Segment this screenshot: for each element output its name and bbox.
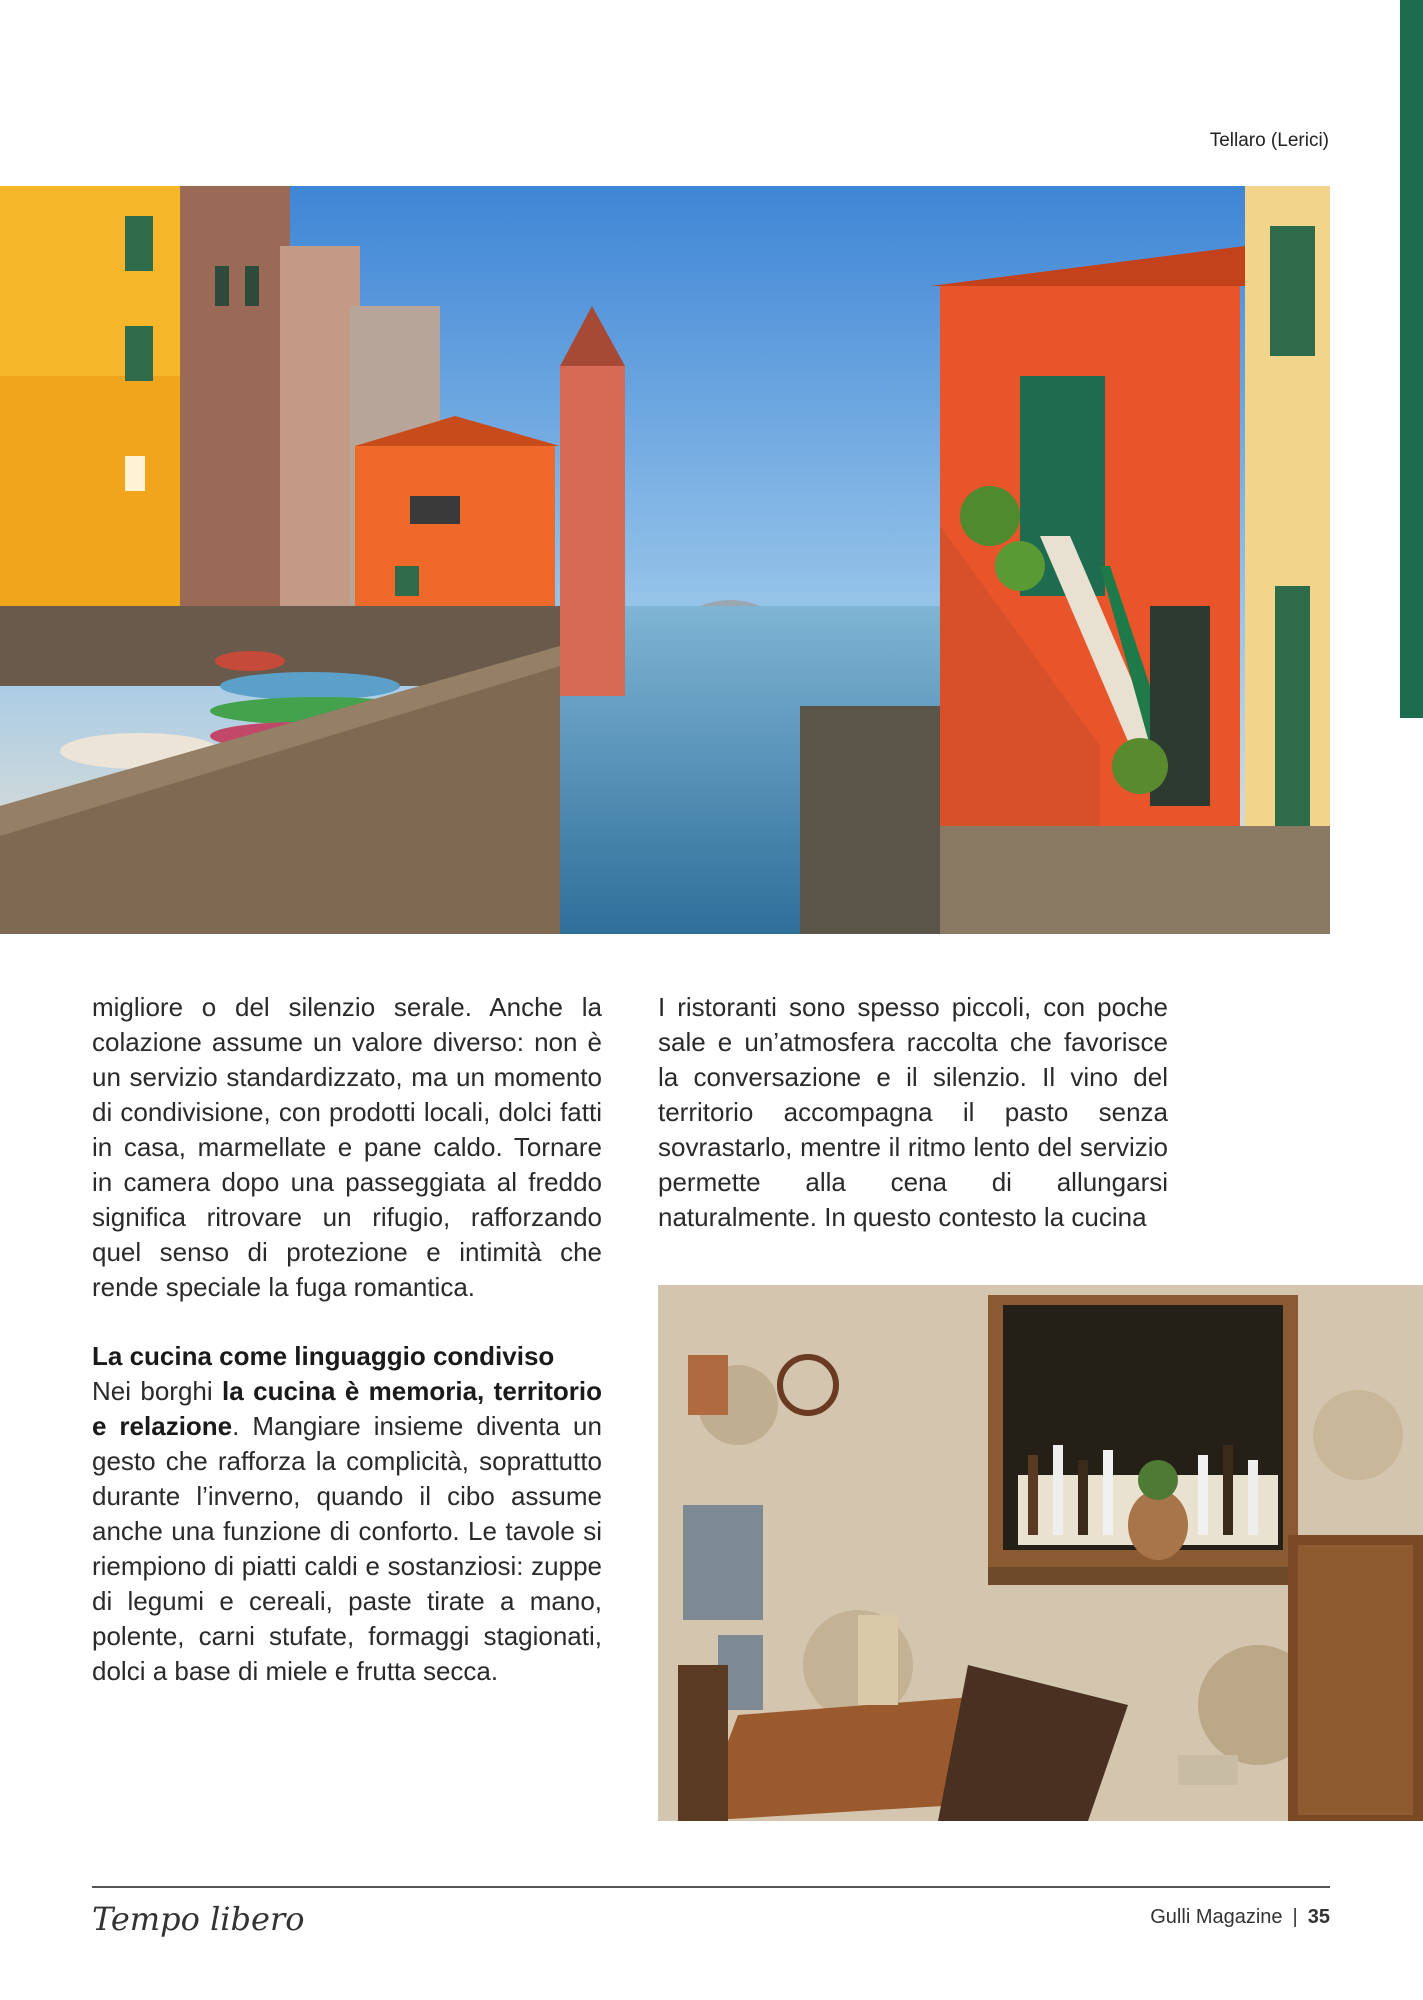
magazine-name: Gulli Magazine: [1150, 1906, 1283, 1928]
text-column-left: [92, 990, 602, 1689]
hero-photo-tellaro: [0, 186, 1330, 934]
footer-page-info: [1150, 1906, 1330, 1929]
text-run: Nei borghi: [92, 1376, 223, 1406]
section-title-tempo-libero: Tempo libero: [92, 1900, 305, 1938]
paragraph-borghi: [92, 1374, 602, 1689]
text-run: . Mangiare insieme diventa un gesto che rafforza la complicità, soprattutto durante l’inverno, quando il cibo assume anche una funzione di conforto. Le tavole si riempiono di piatti caldi e sostanziosi: zuppe di legumi e cereali, paste tirate a mano, polente, carni stufate, formaggi stagionati, dolci a base di miele e frutta secca.: [92, 1411, 602, 1686]
photo-caption: Tellaro (Lerici): [1209, 130, 1329, 151]
footer-rule: [92, 1886, 1330, 1888]
footer-separator: |: [1292, 1906, 1298, 1928]
restaurant-photo: [658, 1285, 1423, 1821]
section-color-tab: [1400, 0, 1423, 718]
paragraph-colazione: migliore o del silenzio serale. Anche la colazione assume un valore diverso: non è un servizio standardizzato, ma un momento di condivisione, con prodotti locali, dolci fatti in casa, marmellate e pane caldo. Tornare in camera dopo una passeggiata al freddo significa ritrovare un rifugio, rafforzando quel senso di protezione e intimità che rende speciale la fuga romantica.: [92, 992, 602, 1302]
page-number: 35: [1307, 1906, 1330, 1928]
text-column-right: [658, 990, 1168, 1235]
paragraph-ristoranti: I ristoranti sono spesso piccoli, con poche sale e un’atmosfera raccolta che favorisce la conversazione e il silenzio. Il vino del territorio accompagna il pasto senza sovrastarlo, mentre il ritmo lento del servizio permette alla cena di allungarsi naturalmente. In questo contesto la cucina: [658, 992, 1168, 1232]
subheading-cucina: La cucina come linguaggio condiviso: [92, 1341, 555, 1371]
bold-phrase: la cucina è memoria, territorio e relazione: [92, 1376, 603, 1441]
